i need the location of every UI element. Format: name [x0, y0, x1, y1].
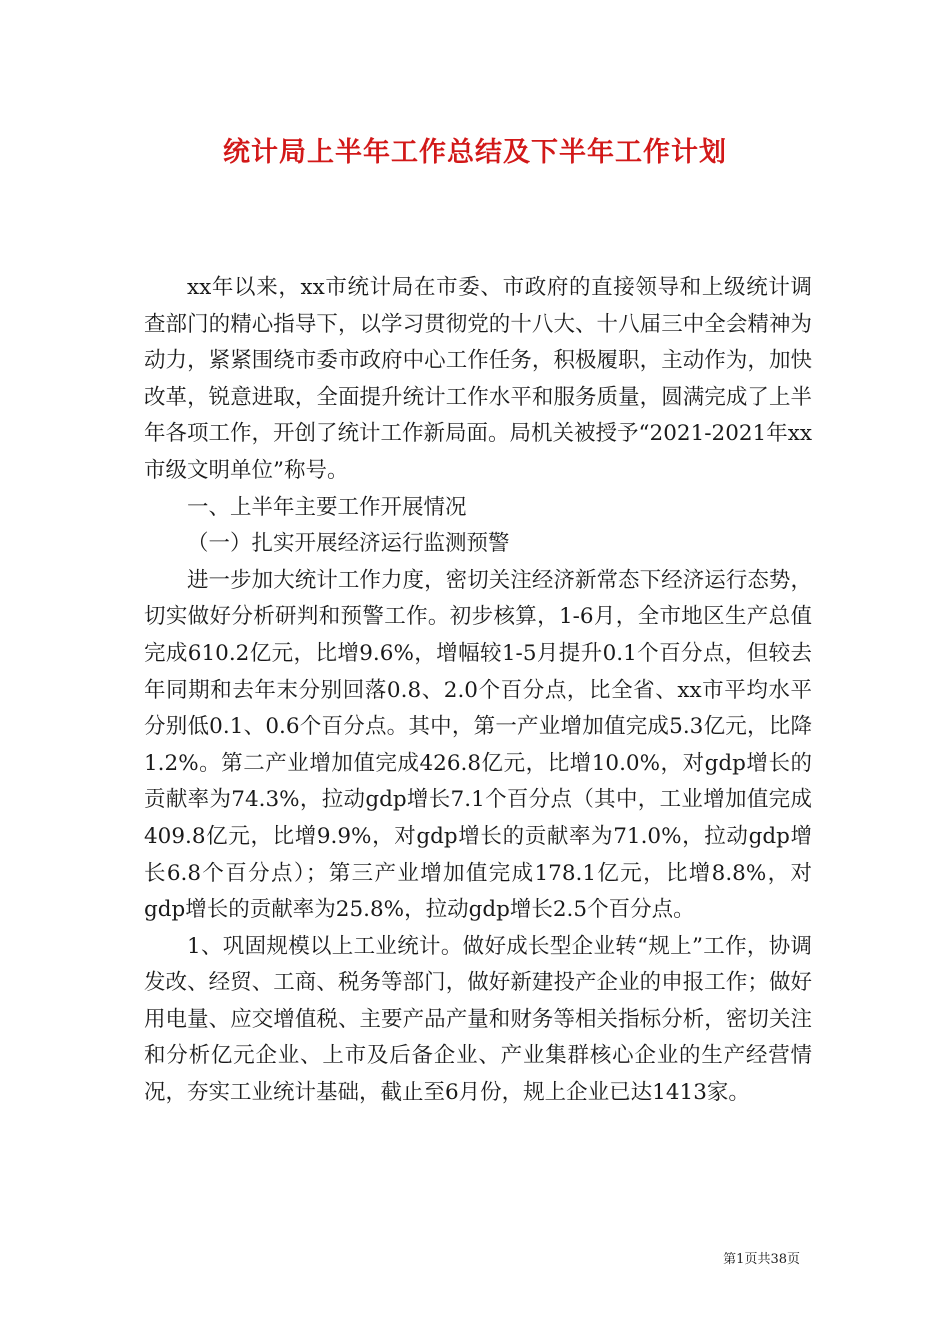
- page-number: 第1页共38页: [723, 1252, 800, 1267]
- document-body: [144, 270, 812, 1112]
- paragraph-industry: 1、巩固规模以上工业统计。做好成长型企业转“规上”工作，协调发改、经贸、工商、税务等部门，做好新建投产企业的申报工作；做好用电量、应交增值税、主要产品产量和财务等相关指标分析，密切关注和分析亿元企业、上市及后备企业、产业集群核心企业的生产经营情况，夯实工业统计基础，截止至6月份，规上企业已达1413家。: [144, 933, 812, 1106]
- subsection-heading: （一）扎实开展经济运行监测预警: [187, 531, 510, 557]
- paragraph-economy: 进一步加大统计工作力度，密切关注经济新常态下经济运行态势，切实做好分析研判和预警工作。初步核算，1-6月，全市地区生产总值完成610.2亿元，比增9.6%，增幅较1-5月提升0.1个百分点，但较去年同期和去年末分别回落0.8、2.0个百分点，比全省、xx市平均水平分别低0.1、0.6个百分点。其中，第一产业增加值完成5.3亿元，比降1.2%。第二产业增加值完成426.8亿元，比增10.0%，对gdp增长的贡献率为74.3%，拉动gdp增长7.1个百分点（其中，工业增加值完成409.8亿元，比增9.9%，对gdp增长的贡献率为71.0%，拉动gdp增长6.8个百分点）；第三产业增加值完成178.1亿元，比增8.8%，对gdp增长的贡献率为25.8%，拉动gdp增长2.5个百分点。: [144, 567, 812, 923]
- section-heading: 一、上半年主要工作开展情况: [187, 494, 467, 520]
- document-title: 统计局上半年工作总结及下半年工作计划: [223, 137, 727, 168]
- paragraph-intro: xx年以来，xx市统计局在市委、市政府的直接领导和上级统计调查部门的精心指导下，以学习贯彻党的十八大、十八届三中全会精神为动力，紧紧围绕市委市政府中心工作任务，积极履职，主动作为，加快改革，锐意进取，全面提升统计工作水平和服务质量，圆满完成了上半年各项工作，开创了统计工作新局面。局机关被授予“2021-2021年xx市级文明单位”称号。: [144, 275, 812, 483]
